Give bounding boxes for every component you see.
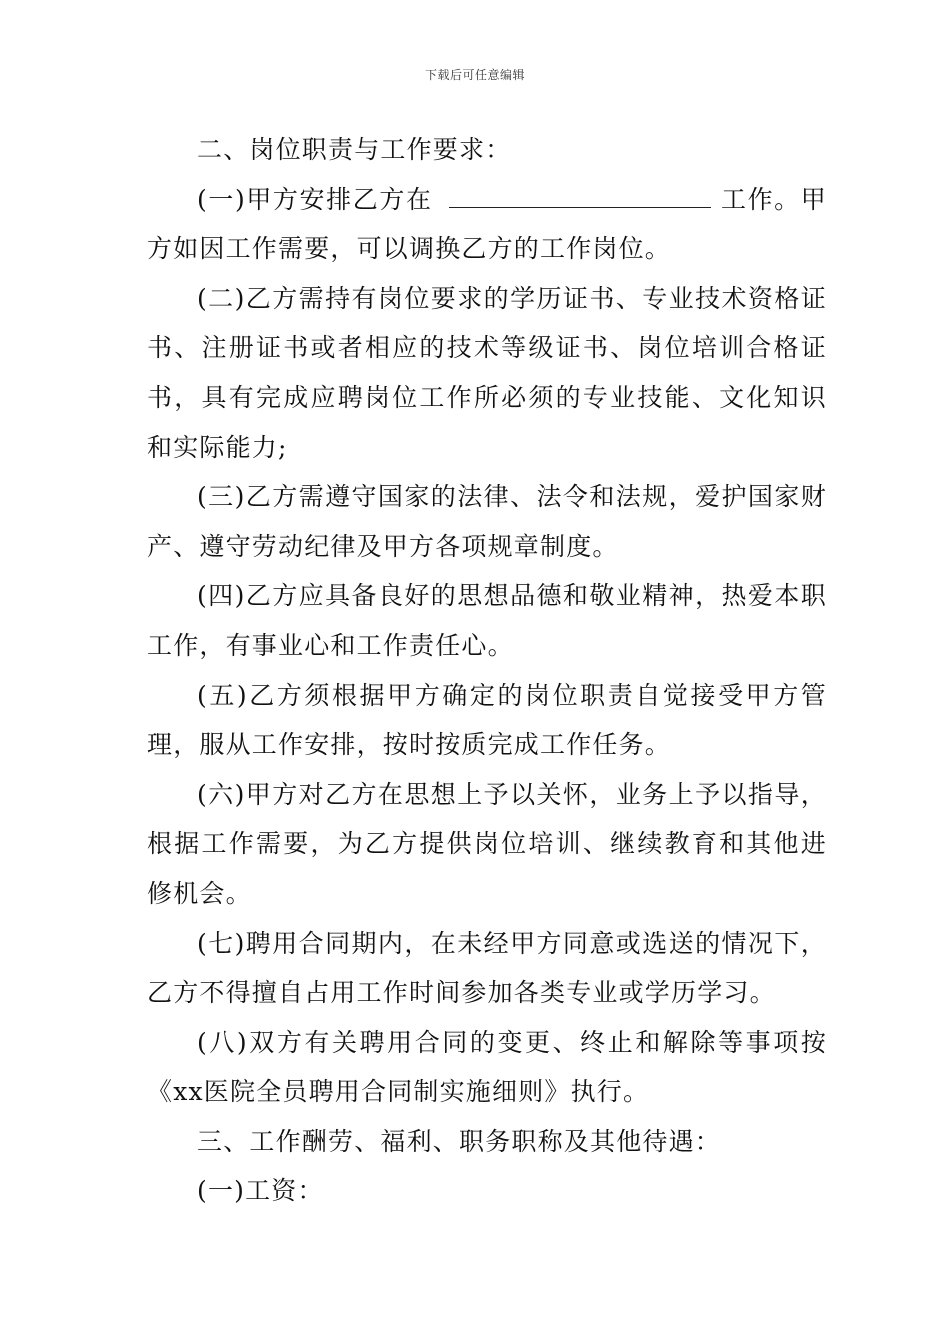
clause-1-suffix: 工作。甲方如因工作需要，可以调换乙方的工作岗位。: [147, 184, 827, 264]
clause-4-conduct: (四)乙方应具备良好的思想品德和敬业精神，热爱本职工作，有事业心和工作责任心。: [147, 581, 827, 660]
clause-2-qualifications: (二)乙方需持有岗位要求的学历证书、专业技术资格证书、注册证书或者相应的技术等级证书、岗位培训合格证书，具有完成应聘岗位工作所必须的专业技能、文化知识和实际能力;: [147, 283, 827, 462]
header-note: 下载后可任意编辑: [424, 68, 525, 82]
clause-7-study-restriction: (七)聘用合同期内，在未经甲方同意或选送的情况下，乙方不得擅自占用工作时间参加各类专业或学历学习。: [147, 928, 827, 1008]
document-body: [147, 125, 827, 1216]
compensation-item-salary: (一)工资：: [197, 1176, 324, 1206]
position-blank-line: [449, 185, 711, 208]
section-heading-compensation: 三、工作酬劳、福利、职务职称及其他待遇：: [197, 1126, 722, 1156]
clause-6-training: (六)甲方对乙方在思想上予以关怀，业务上予以指导，根据工作需要，为乙方提供岗位培训、继续教育和其他进修机会。: [147, 779, 827, 908]
section-heading-duties: 二、岗位职责与工作要求：: [197, 135, 512, 164]
clause-8-contract-changes: (八)双方有关聘用合同的变更、终止和解除等事项按《xx医院全员聘用合同制实施细则》执行。: [147, 1027, 827, 1107]
clause-1-assignment: [147, 175, 827, 274]
clause-1-prefix: (一)甲方安排乙方在: [197, 184, 433, 214]
clause-5-management: (五)乙方须根据甲方确定的岗位职责自觉接受甲方管理，服从工作安排，按时按质完成工作任务。: [147, 680, 827, 760]
clause-3-compliance: (三)乙方需遵守国家的法律、法令和法规，爱护国家财产、遵守劳动纪律及甲方各项规章制度。: [147, 482, 827, 561]
